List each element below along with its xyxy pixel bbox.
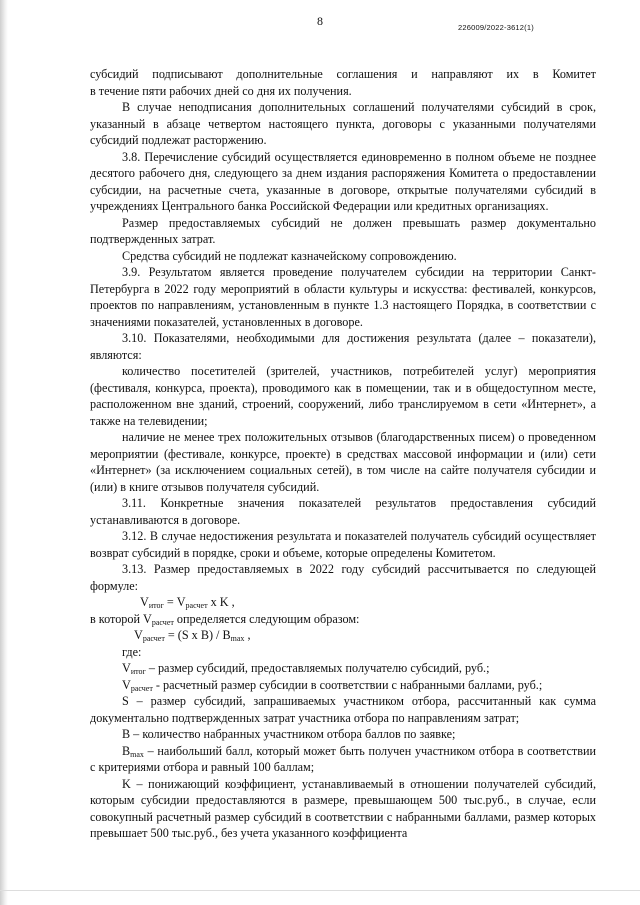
document-id: 226009/2022-3612(1) <box>458 23 534 32</box>
indicator-visitors: количество посетителей (зрителей, участников, потребителей услуг) мероприятия (фестиваля, конкурса, проекта), проводимого как в помещении, так и в общедоступном месте, расположенном вне зданий, строений, сооружений, либо транслируемом в сети «Интернет», а также на телевидении; <box>90 364 596 428</box>
page-bottom-edge <box>0 890 640 891</box>
paragraph-treasury: Средства субсидий не подлежат казначейскому сопровождению. <box>122 248 457 263</box>
paragraph-3-9: 3.9. Результатом является проведение получателем субсидии на территории Санкт-Петербурга в 2022 году мероприятий в области культуры и искусства: фестивалей, конкурсов, проектов по направлениям, установленным в пункте 1.3 настоящего Порядка, в соответствии с значениями показателей, установленных в договоре. <box>90 265 596 329</box>
definition-b-max: $B_{max}$ – наибольший балл, который может быть получен участником отбора в соответствии с критериями отбора и равный 100 баллам; <box>90 743 596 774</box>
definition-v-total: $V_{итог}$ – размер субсидий, предоставляемых получателю субсидий, руб.; <box>122 661 490 676</box>
definitions-where: где: <box>122 644 142 659</box>
definition-k: K – понижающий коэффициент, устанавливаемый в отношении получателей субсидий, которым субсидии предоставляются в размере, превышающем 500 тыс.руб., в случае, если совокупный расчетный размер субсидий в соответствии с набранными баллами, размер которых превышает 500 тыс.руб., без учета указанного коэффициента <box>90 776 596 840</box>
paragraph-subsidy-limit: Размер предоставляемых субсидий не должен превышать размер документально подтвержденных затрат. <box>90 215 596 246</box>
formula-calculated: $V_{расчет} = (S$ x $B) / B_{max}$ , <box>134 628 251 643</box>
page-number: 8 <box>317 14 323 28</box>
paragraph-3-11: 3.11. Конкретные значения показателей результатов предоставления субсидий устанавливаются в договоре. <box>90 496 596 527</box>
definition-s: S – размер субсидий, запрашиваемых участником отбора, рассчитанный как сумма документально подтвержденных затрат участника отбора по направлениям затрат; <box>90 694 596 725</box>
scan-edge-shadow <box>0 0 8 905</box>
document-body <box>90 66 596 842</box>
formula-intro: в которой $V_{расчет}$ определяется следующим образом: <box>90 611 360 627</box>
formula-total: $V_{итог} = V_{расчет}$ x K , <box>140 595 235 610</box>
paragraph-3-13: 3.13. Размер предоставляемых в 2022 году субсидий рассчитывается по следующей формуле: <box>90 562 596 593</box>
paragraph-contract-termination: В случае неподписания дополнительных соглашений получателями субсидий в срок, указанный в абзаце четвертом настоящего пункта, договоры с указанными получателями субсидий подлежат расторжению. <box>90 100 596 147</box>
paragraph-3-10: 3.10. Показателями, необходимыми для достижения результата (далее – показатели), являются: <box>90 331 596 362</box>
paragraph-1-line-2: в течение пяти рабочих дней со дня их получения. <box>90 83 352 98</box>
indicator-reviews: наличие не менее трех положительных отзывов (благодарственных писем) о проведенном мероприятии (фестивале, конкурсе, проекте) в средствах массовой информации и (или) сети «Интернет» (за исключением социальных сетей), в том числе на сайте получателя субсидии и (или) в книге отзывов получателя субсидий. <box>90 430 596 494</box>
paragraph-1-line-1: субсидий подписывают дополнительные соглашения и направляют их в Комитет <box>90 67 596 81</box>
definition-b: B – количество набранных участником отбора баллов по заявке; <box>122 727 456 741</box>
definition-v-calculated: $V_{расчет}$ - расчетный размер субсидии в соответствии с набранными баллами, руб.; <box>122 677 543 693</box>
paragraph-3-12: 3.12. В случае недостижения результата и показателей получатель субсидий осуществляет возврат субсидий в порядке, сроки и объеме, которые определены Комитетом. <box>90 529 596 560</box>
paragraph-3-8: 3.8. Перечисление субсидий осуществляется единовременно в полном объеме не позднее десятого рабочего дня, следующего за днем издания распоряжения Комитета о предоставлении субсидии, на расчетные счета, указанные в договоре, открытые получателями субсидий в учреждениях Центрального банка Российской Федерации или кредитных организациях. <box>90 149 596 213</box>
